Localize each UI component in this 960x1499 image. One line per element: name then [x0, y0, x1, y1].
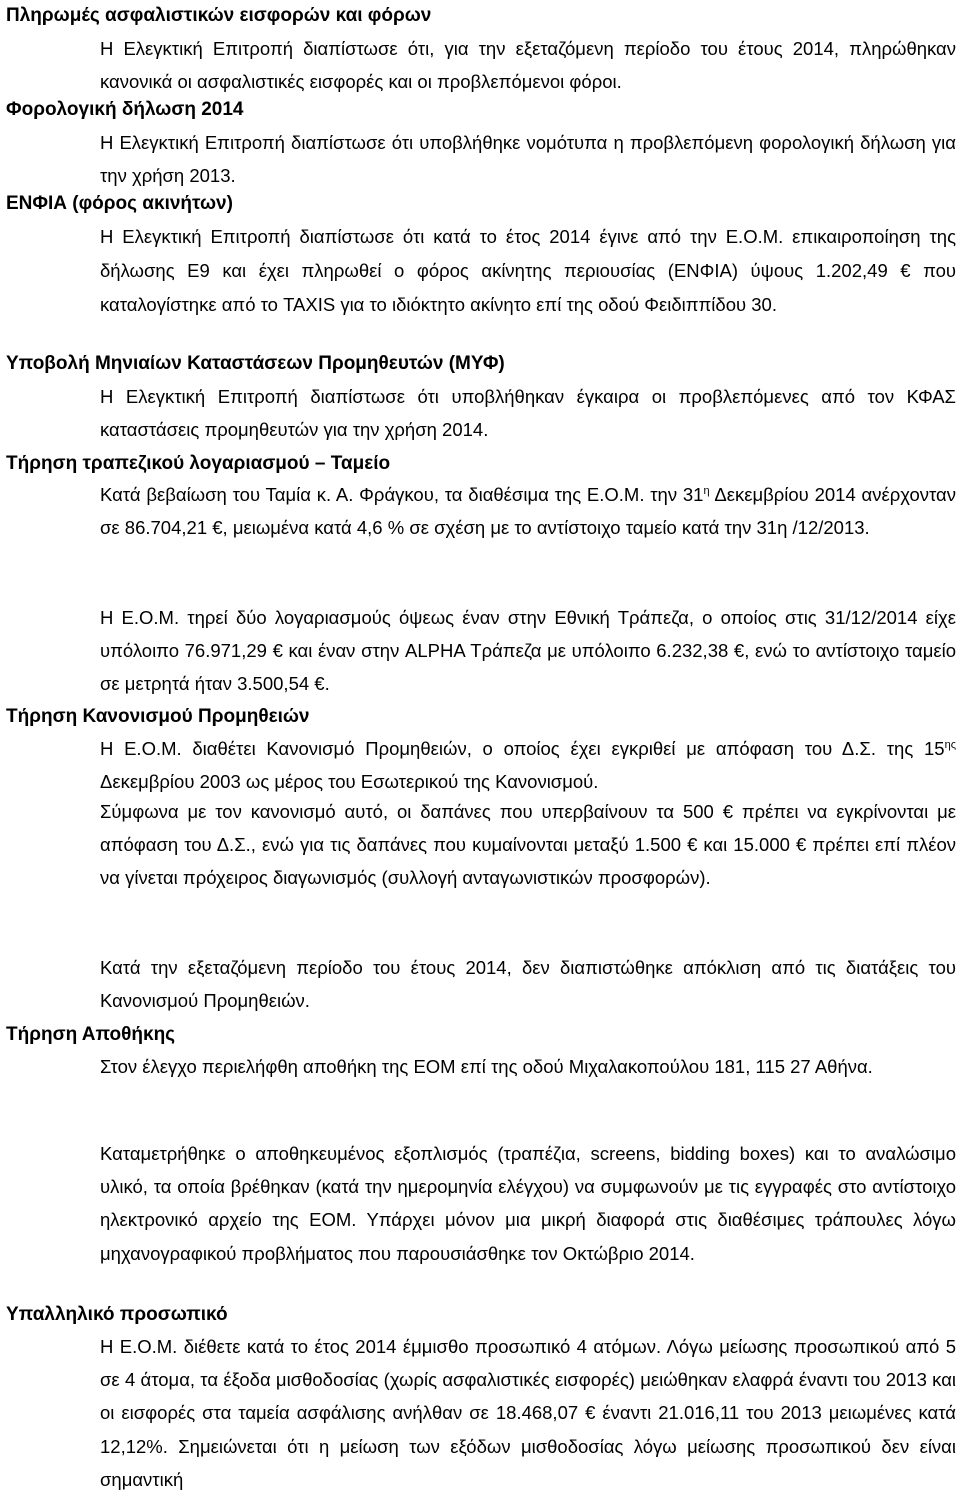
- heading-contributions: Πληρωμές ασφαλιστικών εισφορών και φόρων: [6, 5, 432, 26]
- procurement-text-post: Δεκεμβρίου 2003 ως μέρος του Εσωτερικού της Κανονισμού.: [100, 771, 599, 793]
- heading-warehouse: Τήρηση Αποθήκης: [6, 1024, 176, 1045]
- procurement-text-sup: ης: [944, 739, 956, 751]
- paragraph-myf: Η Ελεγκτική Επιτροπή διαπίστωσε ότι υποβλήθηκαν έγκαιρα οι προβλεπόμενες από τον ΚΦΑΣ καταστάσεις προμηθευτών για την χρήση 2014.: [100, 386, 956, 441]
- heading-enfia: ΕΝΦΙΑ (φόρος ακινήτων): [6, 193, 233, 214]
- cash-text-pre: Κατά βεβαίωση του Ταμία κ. Α. Φράγκου, τα διαθέσιμα της Ε.Ο.Μ. την 31: [100, 484, 704, 505]
- cash-text-sup: η: [703, 485, 710, 497]
- heading-procurement: Τήρηση Κανονισμού Προμηθειών: [6, 706, 310, 727]
- paragraph-warehouse-count: Καταμετρήθηκε ο αποθηκευμένος εξοπλισμός (τραπέζια, screens, bidding boxes) και το αναλώσιμο υλικό, τα οποία βρέθηκαν (κατά την ημερομηνία ελέγχου) να συμφωνούν με τις εγγραφές στο αντίστοιχο ηλεκτρονικό αρχείο της ΕΟΜ. Υπάρχει μόνον μια μικρή διαφορά στις διαθέσιμες τράπουλες λόγω μηχανογραφικού προβλήματος που παρουσιάσθηκε τον Οκτώβριο 2014.: [100, 1143, 956, 1264]
- heading-cash: Τήρηση τραπεζικού λογαριασμού – Ταμείο: [6, 453, 391, 474]
- paragraph-cash-balance: [100, 478, 956, 544]
- paragraph-enfia: Η Ελεγκτική Επιτροπή διαπίστωσε ότι κατά το έτος 2014 έγινε από την Ε.Ο.Μ. επικαιροποίηση της δήλωσης Ε9 και έχει πληρωθεί ο φόρος ακίνητης περιουσίας (ΕΝΦΙΑ) ύψους 1.202,49 € που καταλογίστηκε από το TAXIS για το ιδιόκτητο ακίνητο επί της οδού Φειδιππίδου 30.: [100, 226, 956, 315]
- paragraph-procurement-rule: [100, 732, 956, 798]
- paragraph-tax-return: Η Ελεγκτική Επιτροπή διαπίστωσε ότι υποβλήθηκε νομότυπα η προβλεπόμενη φορολογική δήλωση για την χρήση 2013.: [100, 132, 956, 187]
- paragraph-procurement-thresholds: Σύμφωνα με τον κανονισμό αυτό, οι δαπάνες που υπερβαίνουν τα 500 € πρέπει να εγκρίνονται με απόφαση του Δ.Σ., ενώ για τις δαπάνες που κυμαίνονται μεταξύ 1.500 € και 15.000 € πρέπει επί πλέον να γίνεται πρόχειρος διαγωνισμός (συλλογή ανταγωνιστικών προσφορών).: [100, 801, 956, 889]
- heading-tax-return: Φορολογική δήλωση 2014: [6, 99, 244, 120]
- paragraph-staff: Η Ε.Ο.Μ. διέθετε κατά το έτος 2014 έμμισθο προσωπικό 4 ατόμων. Λόγω μείωσης προσωπικού από 5 σε 4 άτομα, τα έξοδα μισθοδοσίας (χωρίς ασφαλιστικές εισφορές) μειώθηκαν ελαφρά έναντι του 2013 και οι εισφορές στα ταμεία ασφάλισης ανήλθαν σε 18.468,07 € έναντι 21.016,11 του 2013 μειωμένες κατά 12,12%. Σημειώνεται ότι η μείωση των εξόδων μισθοδοσίας λόγω μείωσης προσωπικού δεν είναι σημαντική: [100, 1336, 956, 1490]
- heading-staff: Υπαλληλικό προσωπικό: [6, 1304, 228, 1325]
- paragraph-contributions: Η Ελεγκτική Επιτροπή διαπίστωσε ότι, για την εξεταζόμενη περίοδο του έτους 2014, πληρώθηκαν κανονικά οι ασφαλιστικές εισφορές και οι προβλεπόμενοι φόροι.: [100, 38, 956, 93]
- heading-myf: Υποβολή Μηνιαίων Καταστάσεων Προμηθευτών (ΜΥΦ): [6, 353, 505, 374]
- paragraph-warehouse-location: Στον έλεγχο περιελήφθη αποθήκη της ΕΟΜ επί της οδού Μιχαλακοπούλου 181, 115 27 Αθήνα.: [100, 1056, 873, 1077]
- cash-text-post: Δεκεμβρίου 2014 ανέρχονταν σε 86.704,21 €, μειωμένα κατά 4,6 % σε σχέση με το αντίστοιχο ταμείο κατά την 31η /12/2013.: [100, 484, 956, 539]
- paragraph-cash-accounts: Η Ε.Ο.Μ. τηρεί δύο λογαριασμούς όψεως έναν στην Εθνική Τράπεζα, ο οποίος στις 31/12/2014 είχε υπόλοιπο 76.971,29 € και έναν στην ALPHA Τράπεζα με υπόλοιπο 6.232,38 €, ενώ το αντίστοιχο ταμείο σε μετρητά ήταν 3.500,54 €.: [100, 607, 956, 695]
- paragraph-procurement-result: Κατά την εξεταζόμενη περίοδο του έτους 2014, δεν διαπιστώθηκε απόκλιση από τις διατάξεις του Κανονισμού Προμηθειών.: [100, 957, 956, 1012]
- procurement-text-pre: Η Ε.Ο.Μ. διαθέτει Κανονισμό Προμηθειών, ο οποίος έχει εγκριθεί με απόφαση του Δ.Σ. της 15: [100, 738, 945, 759]
